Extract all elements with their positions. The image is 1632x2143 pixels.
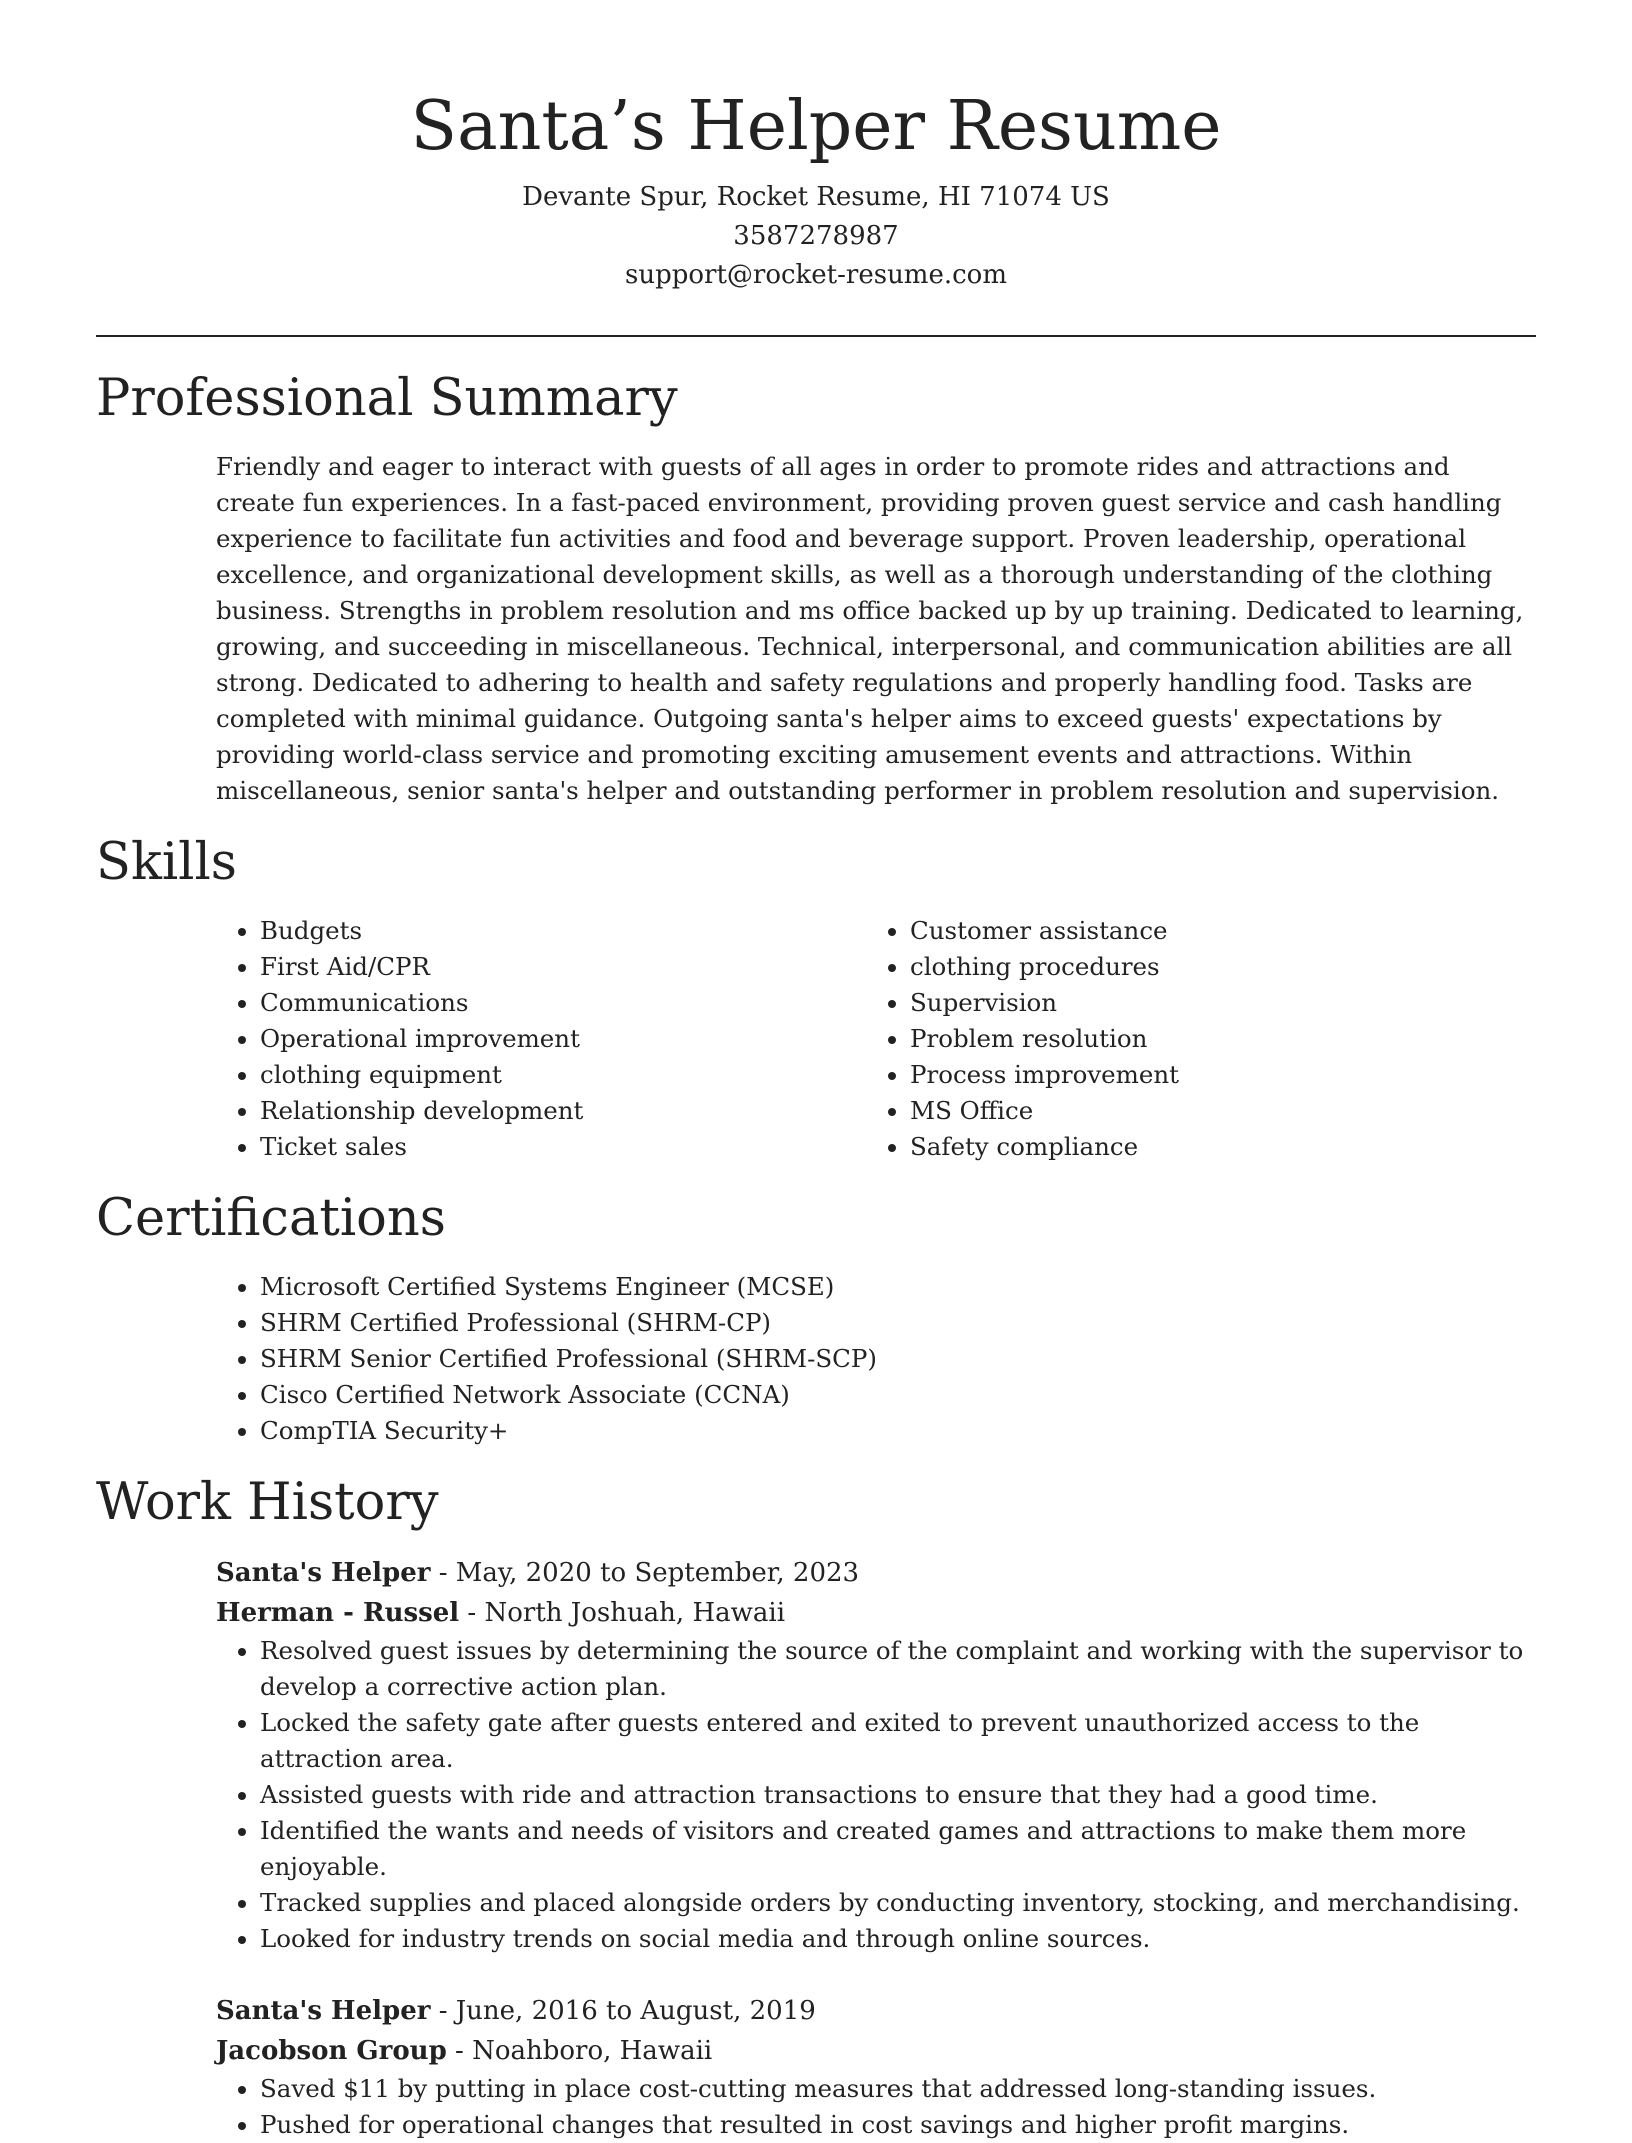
skills-list-left: [216, 913, 866, 1165]
skill-item: • Customer assistance: [910, 913, 1516, 949]
job-entry: [216, 1553, 1536, 1957]
skill-item: • clothing equipment: [260, 1057, 866, 1093]
job-duty: • Saved $11 by putting in place cost-cutting measures that addressed long-standing issues.: [260, 2071, 1536, 2107]
job-duty: • Assisted guests with ride and attraction transactions to ensure that they had a good time.: [260, 1777, 1536, 1813]
skill-item: • Relationship development: [260, 1093, 866, 1129]
skill-item: • Operational improvement: [260, 1021, 866, 1057]
certifications-heading: Certifications: [96, 1189, 446, 1248]
job-duty: • Tracked supplies and placed alongside orders by conducting inventory, stocking, and merchandising.: [260, 1885, 1536, 1921]
job-role: Santa's Helper: [216, 1996, 431, 2026]
skills-grid: [216, 913, 1536, 1165]
job-company: Herman - Russel: [216, 1598, 460, 1628]
job-duty: • Resolved guest issues by determining the source of the complaint and working with the supervisor to develop a corrective action plan.: [260, 1633, 1536, 1705]
skills-heading: Skills: [96, 833, 237, 892]
contact-phone: 3587278987: [733, 221, 899, 251]
skill-item: • Communications: [260, 985, 866, 1021]
job-duty: • Identified the wants and needs of visitors and created games and attractions to make them more enjoyable.: [260, 1813, 1536, 1885]
job-company-line: [216, 2031, 1536, 2071]
certifications-list: [216, 1269, 1536, 1449]
certification-item: • CompTIA Security+: [260, 1413, 1536, 1449]
certification-item: • SHRM Senior Certified Professional (SHRM-SCP): [260, 1341, 1536, 1377]
job-duties-list: [216, 2071, 1536, 2143]
skill-item: • First Aid/CPR: [260, 949, 866, 985]
job-entry: [216, 1991, 1536, 2143]
summary-heading: Professional Summary: [96, 369, 678, 428]
skill-item: • Process improvement: [910, 1057, 1516, 1093]
skill-item: • clothing procedures: [910, 949, 1516, 985]
summary-text: Friendly and eager to interact with guests of all ages in order to promote rides and attractions and create fun experiences. In a fast-paced environment, providing proven guest service and cash handling experience to facilitate fun activities and food and beverage support. Proven leadership, operational excellence, and organizational development skills, as well as a thorough understanding of the clothing business. Strengths in problem resolution and ms office backed up by up training. Dedicated to learning, growing, and succeeding in miscellaneous. Technical, interpersonal, and communication abilities are all strong. Dedicated to adhering to health and safety regulations and properly handling food. Tasks are completed with minimal guidance. Outgoing santa's helper aims to exceed guests' expectations by providing world-class service and promoting exciting amusement events and attractions. Within miscellaneous, senior santa's helper and outstanding performer in problem resolution and supervision.: [216, 452, 1524, 805]
skill-item: • Ticket sales: [260, 1129, 866, 1165]
skill-item: • Budgets: [260, 913, 866, 949]
contact-address: Devante Spur, Rocket Resume, HI 71074 US: [522, 182, 1110, 212]
job-company-line: [216, 1593, 1536, 1633]
certification-item: • Microsoft Certified Systems Engineer (MCSE): [260, 1269, 1536, 1305]
certifications-block: [216, 1269, 1536, 1449]
skills-column-left: [216, 913, 866, 1165]
skills-column-right: [866, 913, 1516, 1165]
resume-title: Santa’s Helper Resume: [410, 87, 1222, 166]
skills-list-right: [866, 913, 1516, 1165]
skill-item: • Supervision: [910, 985, 1516, 1021]
work-history-heading: Work History: [96, 1473, 439, 1532]
job-dates: - June, 2016 to August, 2019: [430, 1996, 816, 2026]
certification-item: • Cisco Certified Network Associate (CCNA): [260, 1377, 1536, 1413]
header-divider: [96, 335, 1536, 337]
skill-item: • Safety compliance: [910, 1129, 1516, 1165]
job-location: - North Joshuah, Hawaii: [459, 1598, 786, 1628]
certification-item: • SHRM Certified Professional (SHRM-CP): [260, 1305, 1536, 1341]
contact-block: [96, 178, 1536, 295]
job-title-line: [216, 1991, 1536, 2031]
job-role: Santa's Helper: [216, 1558, 431, 1588]
job-location: - Noahboro, Hawaii: [446, 2036, 713, 2066]
skill-item: • Problem resolution: [910, 1021, 1516, 1057]
contact-email: support@rocket-resume.com: [624, 260, 1007, 290]
job-title-line: [216, 1553, 1536, 1593]
job-duties-list: [216, 1633, 1536, 1957]
job-duty: • Pushed for operational changes that resulted in cost savings and higher profit margins.: [260, 2107, 1536, 2143]
job-duty: • Locked the safety gate after guests entered and exited to prevent unauthorized access to the attraction area.: [260, 1705, 1536, 1777]
job-duty: • Looked for industry trends on social media and through online sources.: [260, 1921, 1536, 1957]
job-dates: - May, 2020 to September, 2023: [430, 1558, 860, 1588]
resume-header: [96, 0, 1536, 295]
job-company: Jacobson Group: [216, 2036, 447, 2066]
skill-item: • MS Office: [910, 1093, 1516, 1129]
